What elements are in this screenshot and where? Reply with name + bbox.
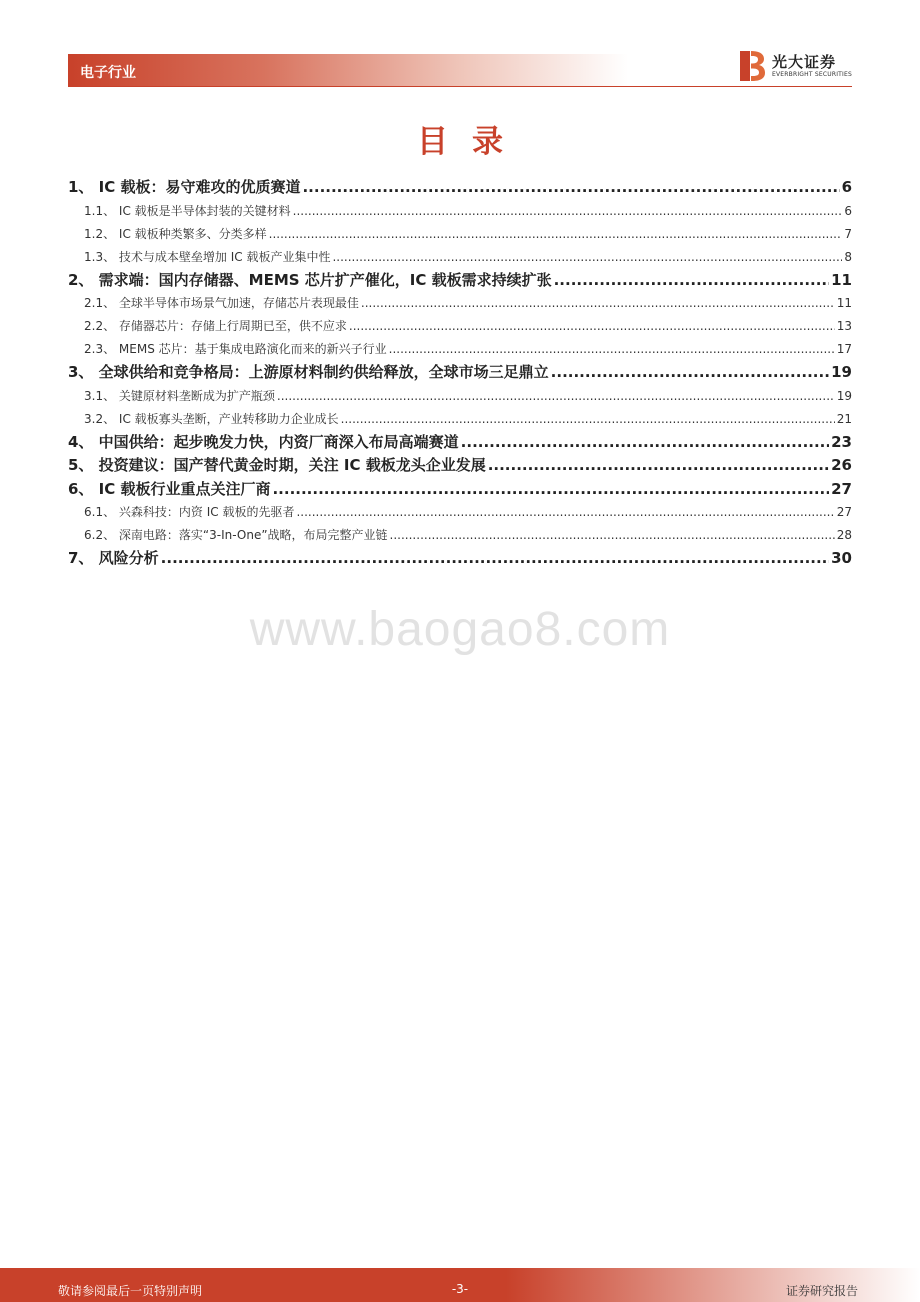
toc-dot-leader	[361, 292, 835, 315]
toc-entry-label: 1.3、 技术与成本壁垒增加 IC 载板产业集中性	[84, 249, 331, 264]
everbright-logo	[737, 49, 857, 83]
toc-dot-leader	[389, 338, 835, 361]
toc-section-entry[interactable]	[68, 315, 852, 338]
page-title: 目录	[417, 124, 527, 160]
logo-en-text: EVERBRIGHT SECURITIES	[772, 71, 852, 78]
toc-dot-leader	[277, 385, 835, 408]
toc-entry-page: 30	[831, 549, 852, 567]
toc-chapter-entry[interactable]	[68, 454, 852, 478]
header-divider	[68, 86, 852, 87]
toc-dot-leader	[554, 269, 830, 293]
toc-entry-page: 6	[844, 203, 852, 218]
industry-label: 电子行业	[80, 65, 136, 81]
toc-entry-label: 3、 全球供给和竞争格局：上游原材料制约供给释放，全球市场三足鼎立	[68, 363, 549, 381]
toc-dot-leader	[461, 431, 829, 455]
toc-section-entry[interactable]	[68, 246, 852, 269]
toc-chapter-entry[interactable]	[68, 269, 852, 293]
toc-entry-page: 19	[831, 363, 852, 381]
footer-page-number: -3-	[451, 1282, 469, 1296]
toc-dot-leader	[272, 478, 829, 502]
toc-entry-page: 21	[836, 411, 852, 426]
toc-entry-label: 6.2、 深南电路：落实“3-In-One”战略，布局完整产业链	[84, 528, 388, 542]
toc-entry-page: 27	[831, 479, 852, 498]
toc-entry-label: 3.1、 关键原材料垄断成为扩产瓶颈	[84, 388, 275, 403]
toc-entry-label: 5、 投资建议：国产替代黄金时期，关注 IC 载板龙头企业发展	[68, 456, 486, 474]
toc-entry-page: 7	[844, 226, 852, 241]
toc-entry-page: 28	[836, 528, 852, 542]
toc-entry-label: 1.2、 IC 载板种类繁多、分类多样	[84, 226, 267, 241]
toc-section-entry[interactable]	[68, 524, 852, 547]
table-of-contents	[68, 176, 852, 571]
toc-dot-leader	[269, 223, 843, 246]
toc-dot-leader	[161, 547, 829, 571]
toc-dot-leader	[293, 200, 843, 223]
toc-dot-leader	[349, 315, 835, 338]
toc-entry-page: 19	[836, 388, 852, 403]
toc-chapter-entry[interactable]	[68, 478, 852, 502]
toc-section-entry[interactable]	[68, 200, 852, 223]
toc-entry-label: 6、 IC 载板行业重点关注厂商	[68, 479, 271, 498]
toc-dot-leader	[551, 361, 829, 385]
toc-chapter-entry[interactable]	[68, 431, 852, 455]
watermark: www.baogao8.com	[249, 603, 671, 656]
toc-entry-label: 4、 中国供给：起步晚发力快，内资厂商深入布局高端赛道	[68, 432, 459, 451]
toc-section-entry[interactable]	[68, 408, 852, 431]
toc-entry-label: 2、 需求端：国内存储器、MEMS 芯片扩产催化，IC 载板需求持续扩张	[68, 270, 552, 289]
toc-dot-leader	[332, 246, 842, 269]
toc-entry-page: 13	[836, 319, 852, 333]
toc-entry-label: 1.1、 IC 载板是半导体封装的关键材料	[84, 203, 291, 218]
toc-dot-leader	[302, 176, 839, 200]
header-band	[68, 54, 628, 86]
footer-disclaimer: 敬请参阅最后一页特别声明	[58, 1284, 203, 1298]
toc-dot-leader	[488, 454, 829, 478]
toc-entry-page: 23	[831, 432, 852, 451]
toc-entry-label: 6.1、 兴森科技：内资 IC 载板的先驱者	[84, 505, 295, 519]
toc-entry-page: 11	[831, 270, 852, 289]
toc-entry-label: 1、 IC 载板：易守难攻的优质赛道	[68, 178, 301, 196]
toc-section-entry[interactable]	[68, 501, 852, 524]
toc-chapter-entry[interactable]	[68, 361, 852, 385]
footer-report-type: 证券研究报告	[785, 1284, 858, 1298]
toc-entry-label: 2.2、 存储器芯片：存储上行周期已至，供不应求	[84, 319, 347, 333]
toc-entry-page: 17	[836, 342, 852, 356]
logo-cn-text: 光大证券	[772, 53, 837, 71]
toc-entry-label: 7、 风险分析	[68, 549, 159, 567]
toc-chapter-entry[interactable]	[68, 547, 852, 571]
toc-entry-page: 11	[836, 296, 852, 310]
toc-entry-page: 8	[844, 249, 852, 264]
toc-section-entry[interactable]	[68, 292, 852, 315]
toc-entry-page: 27	[836, 505, 852, 519]
toc-entry-page: 26	[831, 456, 852, 474]
toc-section-entry[interactable]	[68, 223, 852, 246]
toc-entry-page: 6	[841, 178, 852, 196]
everbright-logo-icon	[737, 49, 767, 83]
toc-section-entry[interactable]	[68, 338, 852, 361]
toc-section-entry[interactable]	[68, 385, 852, 408]
toc-entry-label: 3.2、 IC 载板寡头垄断，产业转移助力企业成长	[84, 411, 339, 426]
toc-dot-leader	[341, 408, 835, 431]
toc-dot-leader	[296, 501, 834, 524]
toc-entry-label: 2.1、 全球半导体市场景气加速，存储芯片表现最佳	[84, 296, 359, 310]
toc-entry-label: 2.3、 MEMS 芯片：基于集成电路演化而来的新兴子行业	[84, 342, 387, 356]
toc-dot-leader	[390, 524, 835, 547]
toc-chapter-entry[interactable]	[68, 176, 852, 200]
